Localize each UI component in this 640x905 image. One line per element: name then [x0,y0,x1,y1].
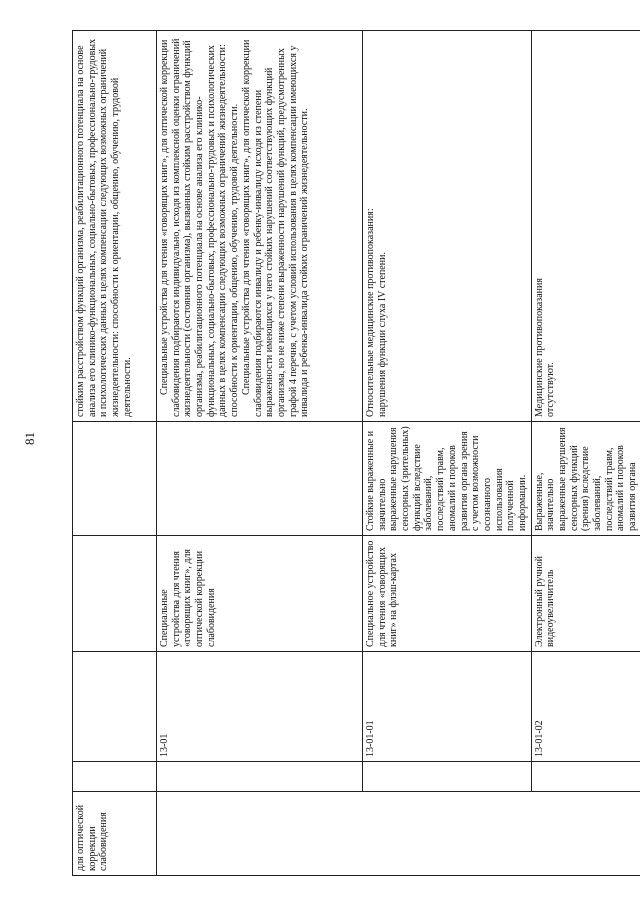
contraindications-heading: Относительные медицинские противопоказания: [365,208,376,417]
empty-cell [157,792,640,876]
table-row [531,31,640,876]
description-paragraph: Специальные устройства для чтения «говорящих книг», для оптической коррекции слабовидения подбираются инвалиду и ребенку-инвалиду исходя из степени выраженности имеющихся у него стойких нарушений соответствующих функций организма, но не ниже степени выраженности нарушений функций, предусмотренных графой 4 перечня, с учетом условий использования в целях компенсации имеющихся у инвалида и ребенка-инвалида стойких ограничений жизнедеятельности. [240,39,311,417]
description-cell [531,31,640,422]
empty-cell [531,762,640,792]
code-cell [363,652,532,762]
empty-cell [73,762,157,792]
empty-cell [73,652,157,762]
empty-cell [73,422,157,536]
table-row [73,31,157,876]
table-row [157,31,363,876]
indications-cell [531,422,640,536]
item-name: Специальное устройство для чтения «говорящих книг» на флэш-картах [365,540,400,647]
empty-cell [157,762,363,792]
item-indications: Выраженные, значительно выраженные нарушения сенсорных функций (зрения) вследствие заболеваний, последствий травм, аномалий и пороков развития органа [533,427,639,531]
rotated-table-wrapper [72,31,639,876]
table-row [363,31,532,876]
contraindications-text: отсутствуют. [545,362,557,417]
category-cell [73,792,157,876]
description-paragraph: Специальные устройства для чтения «говорящих книг», для оптической коррекции слабовидения подбираются индивидуально, исходя из комплексной оценки ограничений жизнедеятельности (состояния организма), вызванных стойким расстройством функций организма, реабилитационного потенциала на основе анализа его клинико-функциональных, социально-бытовых, профессионально-трудовых и психологических данных в целях компенсации следующих возможных ограничений жизнедеятельности: способности к ориентации, общению, обучению, трудовой деятельности. [159,38,241,417]
empty-cell [363,762,532,792]
name-cell [531,536,640,652]
item-code: 13-01-02 [533,720,545,757]
name-cell [363,536,532,652]
name-cell [157,536,363,652]
category-label: для оптической коррекции слабовидения [75,804,110,871]
description-cell [157,31,363,422]
contraindications-heading: Медицинские противопоказания [533,278,545,417]
empty-cell [73,536,157,652]
page-number: 81 [22,432,37,445]
code-cell [157,652,363,762]
item-indications: Стойкие выраженные и значительно выраженные нарушения сенсорных (зрительных) функций вследствие заболеваний, последствий травм, аномалий и пороков развития органа зрения с учетом возможности осознанного использования полученной информации. [365,426,528,531]
description-cell [363,31,532,422]
indications-cell [157,422,363,536]
indications-cell [363,422,532,536]
item-name: Специальные устройства для чтения «говорящих книг», для оптической коррекции слабовидения [159,549,217,647]
item-code: 13-01 [159,733,170,757]
item-name: Электронный ручной видеоувеличитель [533,556,557,647]
continuation-text: стойким расстройством функций организма, реабилитационного потенциала на основе анализа его клинико-функциональных, социально-бытовых, профессионально-трудовых и психологических данных в целях компенсации следующих возможных ограничений жизнедеятельности: способности к ориентации, общению, обучению, трудовой деятельности. [75,38,133,417]
item-code: 13-01-01 [365,720,376,757]
equipment-table [72,30,640,876]
continuation-cell [73,31,157,422]
contraindications-text: нарушения функции слуха IV степени. [376,252,388,417]
code-cell [531,652,640,762]
